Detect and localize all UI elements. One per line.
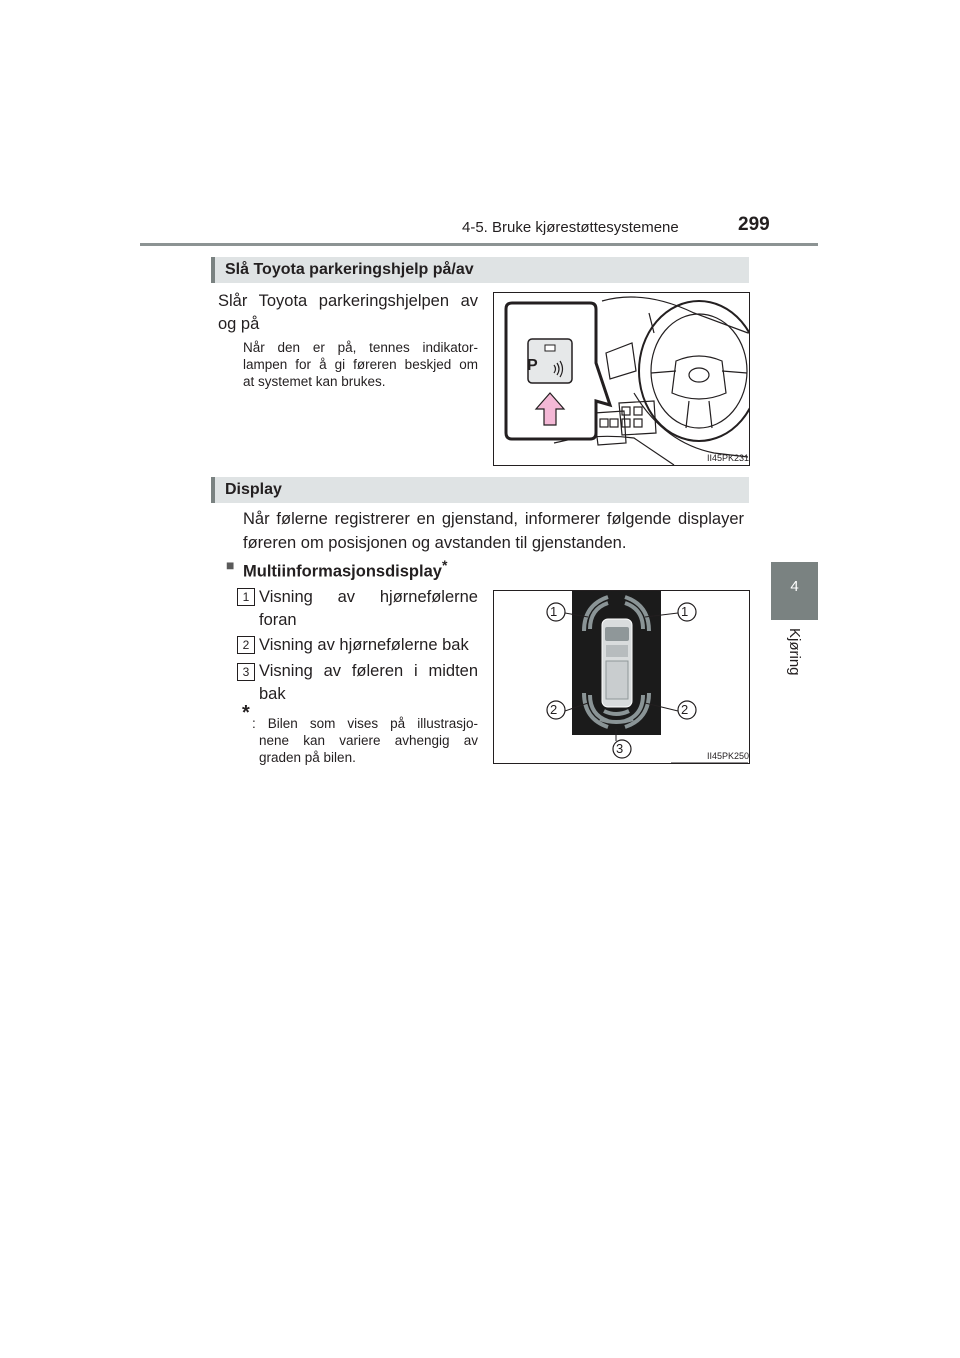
header-rule [140, 243, 818, 246]
dashboard-illustration [494, 293, 749, 465]
subheading-asterisk: * [441, 557, 448, 573]
item-number: 1 [237, 588, 255, 606]
bullet-square: ■ [226, 557, 235, 573]
item-text-line2: bak [259, 685, 286, 703]
section2-intro-line1: Når følerne registrerer en gjenstand, informerer følgende displayer [243, 510, 744, 528]
callout-number: 1 [550, 604, 558, 619]
figure-multi-info-display [493, 590, 750, 764]
chapter-tab: 4 [771, 562, 818, 620]
footnote-line1: : Bilen som vises på illustrasjo- [252, 716, 478, 731]
footnote-asterisk: * [242, 702, 250, 724]
item-text-line2: foran [259, 611, 297, 629]
section2-intro-line2: føreren om posisjonen og avstanden til gjenstanden. [243, 534, 627, 552]
vehicle-icon [602, 619, 632, 707]
figure-code: II45PK250 [707, 751, 750, 761]
subheading-text: Multiinformasjonsdisplay [243, 562, 442, 581]
section1-note-line2: lampen for å gi føreren beskjed om [243, 357, 478, 372]
running-header-section: 4-5. Bruke kjørestøttesystemene [462, 219, 679, 236]
callout-number: 2 [550, 702, 558, 717]
section1-note-line3: at systemet kan brukes. [243, 374, 386, 389]
chapter-label: Kjøring [786, 628, 803, 676]
figure-dashboard-switch [493, 292, 750, 466]
section1-body-line2: og på [218, 315, 260, 333]
item-text-line1: Visning av hjørnefølerne bak [259, 636, 469, 654]
subheading [243, 557, 447, 582]
item-number: 2 [237, 636, 255, 654]
switch-symbol: P [527, 357, 538, 374]
section-title: Slå Toyota parkeringshjelp på/av [225, 261, 474, 278]
item-number: 3 [237, 663, 255, 681]
item-text-line1: Visning av hjørnefølerne [259, 588, 478, 606]
section1-note-line1: Når den er på, tennes indikator- [243, 340, 478, 355]
callout-number: 3 [616, 741, 624, 756]
section-heading-parking-assist [211, 257, 749, 283]
item-text-line1: Visning av føleren i midten [259, 662, 478, 680]
callout-number: 1 [681, 604, 689, 619]
section-title: Display [225, 481, 282, 498]
page-number: 299 [738, 214, 770, 235]
indicator-lamp [545, 345, 555, 351]
section1-body-line1: Slår Toyota parkeringshjelpen av [218, 292, 478, 310]
section-heading-display [211, 477, 749, 503]
footnote-line3: graden på bilen. [259, 750, 356, 765]
display-illustration [494, 591, 749, 763]
figure-code: II45PK231 [707, 453, 750, 463]
footnote-line2: nene kan variere avhengig av [259, 733, 478, 748]
callout-number: 2 [681, 702, 689, 717]
